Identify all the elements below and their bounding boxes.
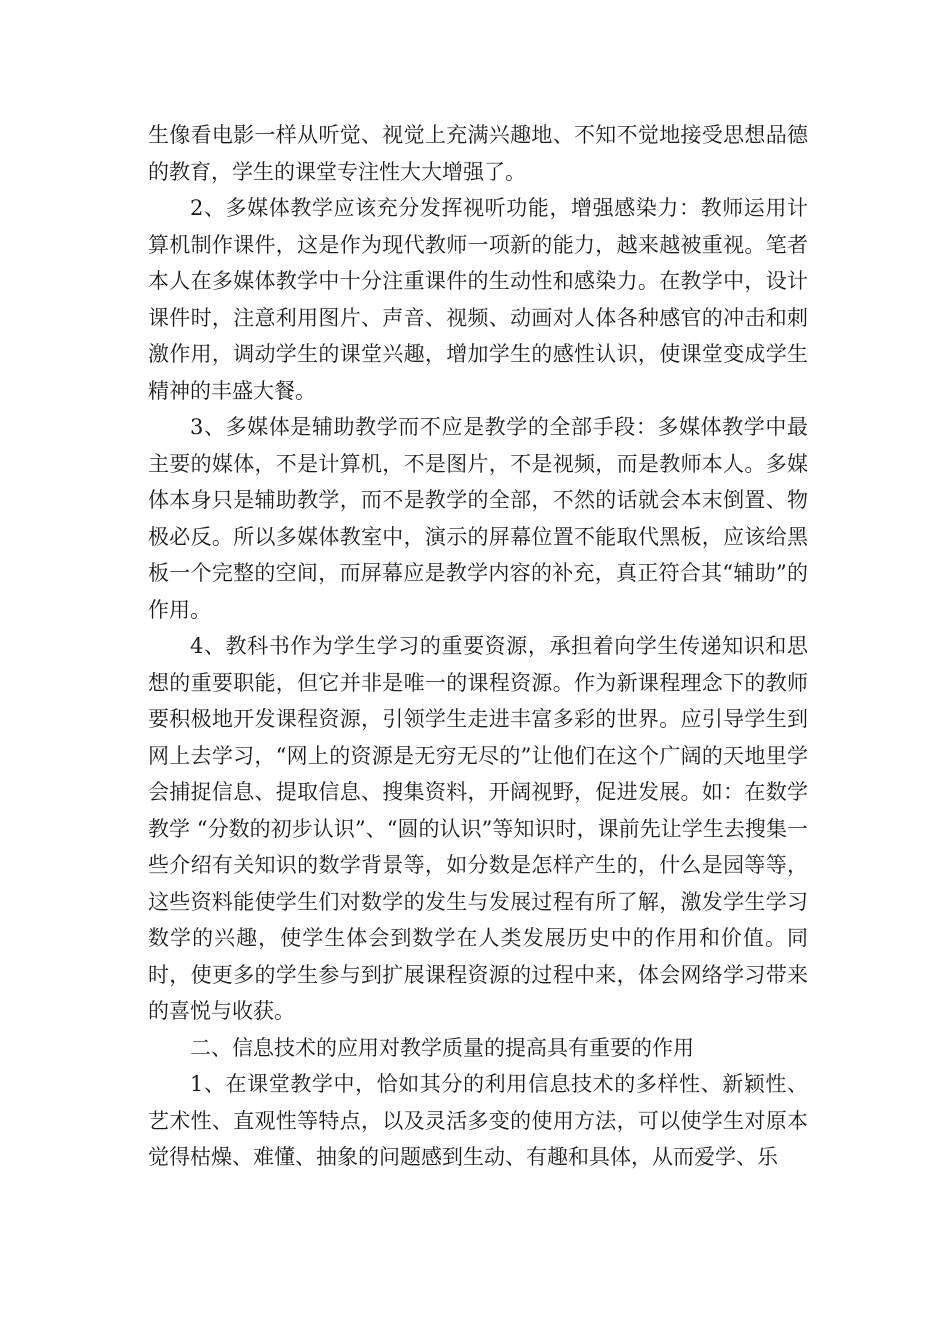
body-text bbox=[148, 117, 808, 1176]
paragraph-multimedia-auxiliary: 3、多媒体是辅助教学而不应是教学的全部手段：多媒体教学中最主要的媒体，不是计算机，不是图片，不是视频，而是教师本人。多媒体本身只是辅助教学，而不是教学的全部，不然的话就会本末倒置、物极必反。所以多媒体教室中，演示的屏幕位置不能取代黑板，应该给黑板一个完整的空间，而屏幕应是教学内容的补充，真正符合其“辅助”的作用。 bbox=[148, 415, 808, 622]
paragraph-classroom-teaching: 1、在课堂教学中，恰如其分的利用信息技术的多样性、新颖性、艺术性、直观性等特点，以及灵活多变的使用方法，可以使学生对原本觉得枯燥、难懂、抽象的问题感到生动、有趣和具体，从而爱学、乐 bbox=[148, 1072, 808, 1169]
paragraph-continuation: 生像看电影一样从听觉、视觉上充满兴趣地、不知不觉地接受思想品德的教育，学生的课堂专注性大大增强了。 bbox=[148, 123, 808, 184]
paragraph-textbook-resources: 4、教科书作为学生学习的重要资源，承担着向学生传递知识和思想的重要职能，但它并非是唯一的课程资源。作为新课程理念下的教师要积极地开发课程资源，引领学生走进丰富多彩的世界。应引导学生到网上去学习，“网上的资源是无穷无尽的”让他们在这个广阔的天地里学会捕捉信息、提取信息、搜集资料，开阔视野，促进发展。如：在数学教学 “分数的初步认识”、“圆的认识”等知识时，课前先让学生去搜集一些介绍有关知识的数学背景等，如分数是怎样产生的，什么是园等等，这些资料能使学生们对数学的发生与发展过程有所了解，激发学生学习数学的兴趣，使学生体会到数学在人类发展历史中的作用和价值。同时，使更多的学生参与到扩展课程资源的过程中来，体会网络学习带来的喜悦与收获。 bbox=[148, 634, 808, 1023]
paragraph-multimedia-audiovisual: 2、多媒体教学应该充分发挥视听功能，增强感染力：教师运用计算机制作课件，这是作为现代教师一项新的能力，越来越被重视。笔者本人在多媒体教学中十分注重课件的生动性和感染力。在教学中，设计课件时，注意利用图片、声音、视频、动画对人体各种感官的冲击和刺激作用，调动学生的课堂兴趣，增加学生的感性认识，使课堂变成学生精神的丰盛大餐。 bbox=[148, 196, 808, 403]
section-heading-it-application: 二、信息技术的应用对教学质量的提高具有重要的作用 bbox=[190, 1035, 694, 1060]
